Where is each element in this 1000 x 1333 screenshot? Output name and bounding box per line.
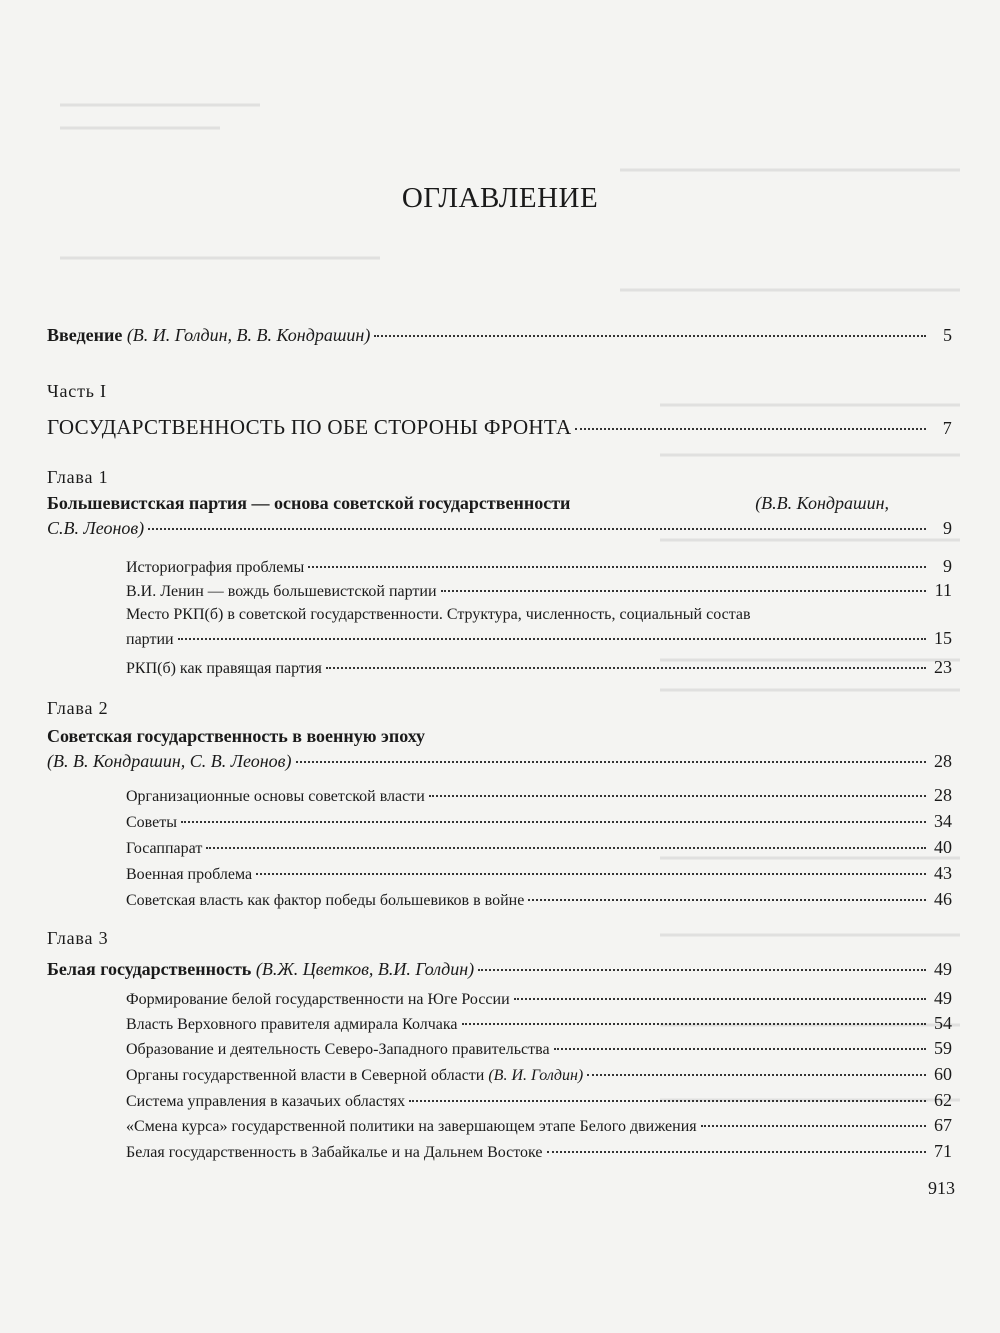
chapter-authors-cont: С.В. Леонов) bbox=[47, 518, 145, 538]
leader-dots bbox=[429, 785, 926, 801]
chapter-authors: (В.В. Кондрашин, bbox=[755, 493, 889, 513]
chapter-label: Глава 3 bbox=[47, 928, 109, 948]
toc-subentry[interactable]: РКП(б) как правящая партия 23 bbox=[126, 657, 952, 677]
toc-subentry[interactable]: «Смена курса» государственной политики на завершающем этапе Белого движения 67 bbox=[126, 1115, 952, 1135]
leader-dots bbox=[528, 889, 926, 905]
intro-label: Введение bbox=[47, 325, 123, 345]
page-ref: 49 bbox=[934, 959, 952, 979]
leader-dots bbox=[514, 988, 926, 1004]
chapter-label: Глава 2 bbox=[47, 698, 109, 718]
leader-dots bbox=[409, 1090, 926, 1106]
leader-dots bbox=[374, 323, 926, 341]
leader-dots bbox=[462, 1013, 927, 1029]
toc-entry-ch3[interactable] bbox=[47, 957, 952, 980]
chapter-label: Глава 1 bbox=[47, 467, 109, 487]
toc-subentry[interactable]: Формирование белой государственности на Юге России 49 bbox=[126, 988, 952, 1008]
toc-entry-ch1[interactable] bbox=[47, 493, 952, 539]
leader-dots bbox=[148, 516, 926, 534]
leader-dots bbox=[441, 580, 926, 596]
toc-entry-part1[interactable] bbox=[47, 413, 952, 440]
toc-subentry[interactable]: Белая государственность в Забайкалье и на Дальнем Востоке 71 bbox=[126, 1141, 952, 1161]
page-ref: 7 bbox=[942, 418, 952, 438]
leader-dots bbox=[575, 413, 926, 434]
toc-subentry[interactable]: Госаппарат 40 bbox=[126, 837, 952, 857]
leader-dots bbox=[206, 837, 926, 853]
toc-subentry[interactable]: Организационные основы советской власти 28 bbox=[126, 785, 952, 805]
leader-dots bbox=[547, 1141, 926, 1157]
part-label: Часть I bbox=[47, 381, 107, 401]
chapter-title: Советская государственность в военную эпоху bbox=[47, 726, 426, 746]
toc-entry-ch2[interactable] bbox=[47, 726, 952, 772]
toc-entry-intro[interactable] bbox=[47, 323, 952, 346]
toc-subentry[interactable]: Историография проблемы 9 bbox=[126, 556, 952, 576]
leader-dots bbox=[296, 749, 927, 767]
toc-subentry[interactable]: В.И. Ленин — вождь большевистской партии 11 bbox=[126, 580, 952, 600]
page-ref: 28 bbox=[934, 751, 952, 771]
toc-subentry[interactable]: Органы государственной власти в Северной области (В. И. Голдин) 60 bbox=[126, 1064, 952, 1084]
toc-subentry[interactable]: Система управления в казачьих областях 62 bbox=[126, 1090, 952, 1110]
chapter-authors: (В. В. Кондрашин, С. В. Леонов) bbox=[47, 751, 292, 771]
leader-dots bbox=[181, 811, 926, 827]
chapter-title: Белая государственность bbox=[47, 959, 252, 979]
leader-dots bbox=[587, 1064, 926, 1080]
page-title: ОГЛАВЛЕНИЕ bbox=[401, 182, 599, 214]
toc-subentry[interactable]: Советы 34 bbox=[126, 811, 952, 831]
page-ref: 5 bbox=[943, 325, 952, 345]
toc-subentry[interactable]: Военная проблема 43 bbox=[126, 863, 952, 883]
leader-dots bbox=[326, 657, 926, 673]
leader-dots bbox=[308, 556, 926, 572]
toc-subentry[interactable]: Власть Верховного правителя адмирала Колчака 54 bbox=[126, 1013, 952, 1033]
leader-dots bbox=[178, 628, 926, 644]
leader-dots bbox=[701, 1115, 926, 1131]
toc-subentry[interactable]: Место РКП(б) в советской государственности. Структура, численность, социальный состав партии 15 bbox=[126, 606, 952, 648]
page-number: 913 bbox=[928, 1178, 955, 1198]
leader-dots bbox=[554, 1038, 926, 1054]
leader-dots bbox=[256, 863, 926, 879]
leader-dots bbox=[478, 957, 926, 975]
chapter-title: Большевистская партия — основа советской государственности bbox=[47, 493, 571, 513]
toc-subentry[interactable]: Образование и деятельность Северо-Западного правительства 59 bbox=[126, 1038, 952, 1058]
page-ref: 9 bbox=[943, 518, 952, 538]
part-title: ГОСУДАРСТВЕННОСТЬ ПО ОБЕ СТОРОНЫ ФРОНТА bbox=[47, 415, 572, 439]
toc-subentry[interactable]: Советская власть как фактор победы большевиков в войне 46 bbox=[126, 889, 952, 909]
chapter-authors: (В.Ж. Цветков, В.И. Голдин) bbox=[255, 959, 475, 979]
intro-authors: (В. И. Голдин, В. В. Кондрашин) bbox=[126, 325, 371, 345]
